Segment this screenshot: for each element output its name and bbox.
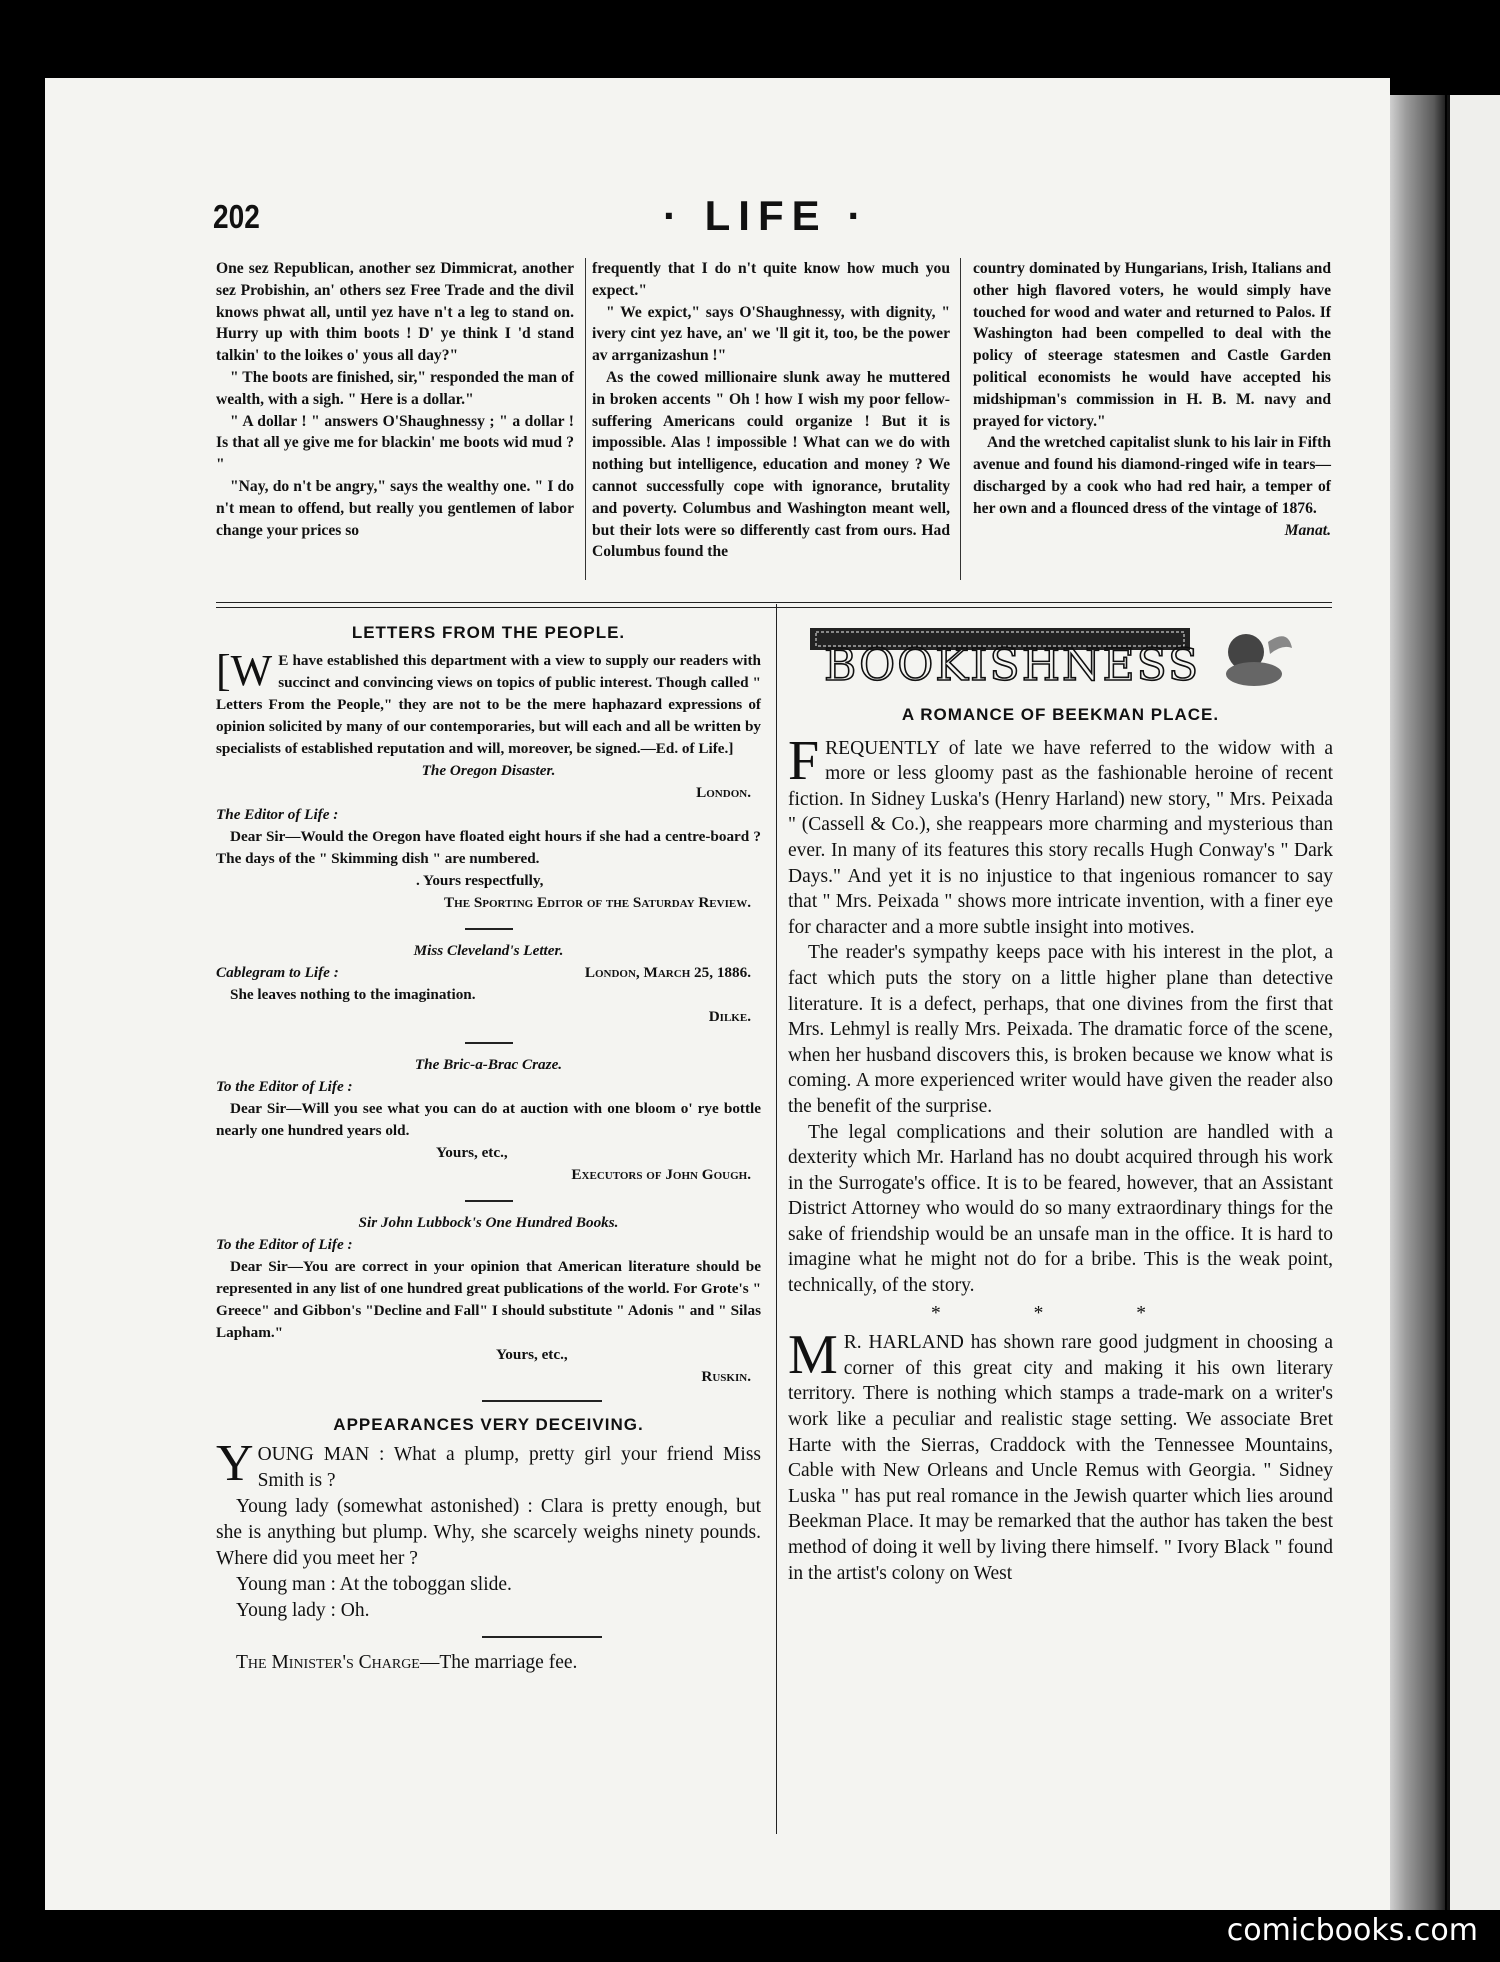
letter-header-line xyxy=(216,962,761,984)
dialogue-line: Young man : At the toboggan slide. xyxy=(236,1574,512,1595)
top-column-3 xyxy=(973,258,1331,541)
letter-signature: Ruskin. xyxy=(701,1368,751,1385)
column-rule xyxy=(776,604,777,1834)
review-text: REQUENTLY of late we have referred to the widow with a more or less gloomy past as the fashionable heroine of recent fiction. In Sidney Luska's (Henry Harland) new story, " Mrs. Peixada " (Cassell & Co.), she reappears more charming and mysterious than ever. In many of its features this story recalls Hugh Conway's " Dark Days." And yet it is no injustice to that ingenious romancer to say that " Mrs. Peixada " shows more intricate invention, with a finer eye for character and a more subtle insight into motives. xyxy=(788,737,1333,938)
paragraph: " A dollar ! " answers O'Shaughnessy ; " a dollar ! Is that all ye give me for blackin' me boots wid mud ? " xyxy=(216,412,574,474)
charge-label: The Minister's Charge xyxy=(236,1652,420,1673)
letter-title: The Bric-a-Brac Craze. xyxy=(414,1056,563,1073)
binding-shadow xyxy=(1390,95,1445,1910)
drop-cap: Y xyxy=(216,1435,254,1492)
dialogue-line: Young lady : Oh. xyxy=(236,1600,370,1621)
letter-body: She leaves nothing to the imagination. xyxy=(230,986,476,1003)
divider xyxy=(482,1400,602,1402)
letter-body: Dear Sir—Would the Oregon have floated eight hours if she had a centre-board ? The days of the " Skimming dish " are numbered. xyxy=(216,828,761,867)
section-rule xyxy=(216,602,1332,608)
letter-salutation: To the Editor of Life : xyxy=(216,1236,353,1253)
intro-text: E have established this department with a view to supply our readers with succinct and convincing views on topics of public interest. Though called " Letters From the People," they are not to be the mere haphazard expressions of opinion solicited by many of our contemporaries, but will each and all be written by specialists of established reputation and will, moreover, be signed.—Ed. of Life.] xyxy=(216,652,761,757)
letter-body: Dear Sir—Will you see what you can do at auction with one bloom o' rye bottle nearly one hundred years old. xyxy=(216,1100,761,1139)
paragraph: " The boots are finished, sir," responded the man of wealth, with a sigh. " Here is a dollar." xyxy=(216,368,574,408)
review-text: R. HARLAND has shown rare good judgment in choosing a corner of this great city and making it his own literary territory. There is nothing which stamps a trade-mark on a writer's work like a peculiar and realistic stage setting. We associate Bret Harte with the Sierras, Craddock with the Tennessee Mountains, Cable with New Orleans and Uncle Remus with Georgia. " Sidney Luska " has put real romance in the Jewish quarter which lies around Beekman Place. It may be remarked that the author has taken the best method of doing it well by living there himself. " Ivory Black " found in the artist's colony on West xyxy=(788,1332,1333,1584)
review-paragraph xyxy=(788,1324,1333,1586)
dialogue-text: OUNG MAN : What a plump, pretty girl your friend Miss Smith is ? xyxy=(257,1444,761,1491)
divider xyxy=(465,1042,513,1044)
letter-closing: . Yours respectfully, xyxy=(416,872,544,889)
letter-salutation: To the Editor of Life : xyxy=(216,1078,353,1095)
paragraph: country dominated by Hungarians, Irish, Italians and other high flavored voters, he would simply have touched for wood and water and returned to Palos. If Washington had been compelled to deal with the policy of steerage statesmen and Castle Garden political economists he would have accepted his midshipman's commission in H. B. M. navy and prayed for victory." xyxy=(973,260,1331,430)
dialogue-line xyxy=(216,1435,761,1494)
page-number: 202 xyxy=(213,198,260,235)
divider xyxy=(482,1636,602,1638)
bookishness-column xyxy=(788,622,1333,1586)
bookishness-banner xyxy=(806,622,1296,694)
review-paragraph xyxy=(788,729,1333,941)
letter-salutation: The Editor of Life : xyxy=(216,806,339,823)
page-header xyxy=(168,188,1328,238)
next-page-edge xyxy=(1447,95,1500,1910)
paragraph: "Nay, do n't be angry," says the wealthy one. " I do n't mean to offend, but really you gentlemen of labor change your prices so xyxy=(216,477,574,539)
review-paragraph: The legal complications and their solution are handled with a dexterity which Mr. Harland has no doubt acquired through his work in the Surrogate's office. It is to be feared, however, that an Assistant District Attorney who would do so many extraordinary things for the sake of friendship would be an unsafe man in the office. It is hard to imagine what he might not do for a bribe. This is the weak point, technically, of the story. xyxy=(788,1121,1333,1297)
charge-text: —The marriage fee. xyxy=(419,1652,578,1673)
divider xyxy=(465,1200,513,1202)
banner-title: BOOKISHNESS xyxy=(824,640,1201,691)
paragraph: As the cowed millionaire slunk away he muttered in broken accents " Oh ! how I wish my poor fellow-suffering Americans could organize ! But it is impossible. Alas ! impossible ! What can we do with nothing but intelligence, education and money ? We cannot successfully cope with ignorance, brutality and poverty. Columbus and Washington meant well, but their lots were so differently cast from ours. Had Columbus found the xyxy=(592,368,950,561)
drop-cap: M xyxy=(788,1324,838,1387)
appearances-article xyxy=(216,1435,761,1624)
page-divider xyxy=(1447,95,1450,1910)
banner-ornament xyxy=(806,622,1296,694)
letter-title: Sir John Lubbock's One Hundred Books. xyxy=(358,1214,619,1231)
section-stars: * * * xyxy=(931,1302,1190,1324)
minister-charge xyxy=(216,1650,761,1676)
review-heading: A ROMANCE OF BEEKMAN PLACE. xyxy=(901,705,1220,724)
column-rule xyxy=(585,258,586,580)
paragraph: " We expict," says O'Shaughnessy, with dignity, " ivery cint yez have, an' we 'll git it, too, be the power av arrganizashun !" xyxy=(592,303,950,365)
letters-intro xyxy=(216,646,761,760)
letter-signature: The Sporting Editor of the Saturday Review. xyxy=(444,894,751,911)
letter-title: Miss Cleveland's Letter. xyxy=(413,942,564,959)
paragraph: One sez Republican, another sez Dimmicrat, another sez Probishin, an' others sez Free Trade and the divil knows phwat all, until yez have n't a leg to stand on. Hurry up with thim boots ! D' ye think I 'd stand talkin' to the loikes o' yous all day?" xyxy=(216,260,574,365)
letter-salutation: Cablegram to Life : xyxy=(216,964,339,981)
review-paragraph: The reader's sympathy keeps pace with his interest in the plot, a fact which puts the story on a little higher plane than detective literature. It is a defect, perhaps, that one divines from the first that Mrs. Lehmyl is really Mrs. Peixada. The dramatic force of the scene, when her husband discovers this, is broken because we know what is coming. A more experienced writer would have given the reader also the benefit of the surprise. xyxy=(788,942,1333,1117)
letter-place: London. xyxy=(696,784,751,801)
dialogue-line: Young lady (somewhat astonished) : Clara is pretty enough, but she is anything but plump. Why, she scarcely weighs ninety pounds. Where did you meet her ? xyxy=(216,1496,761,1569)
drop-cap: [W xyxy=(216,646,273,695)
top-column-1 xyxy=(216,258,574,541)
letter-signature: Executors of John Gough. xyxy=(571,1166,751,1183)
letters-heading: LETTERS FROM THE PEOPLE. xyxy=(351,623,626,642)
letter-signature: Dilke. xyxy=(708,1008,751,1025)
site-watermark: comicbooks.com xyxy=(1226,1913,1478,1948)
letter-closing: Yours, etc., xyxy=(436,1144,508,1161)
author-signature: Manat. xyxy=(1284,521,1331,539)
column-rule xyxy=(960,258,961,580)
letter-date: London, March 25, 1886. xyxy=(584,964,751,981)
paragraph: frequently that I do n't quite know how much you expect." xyxy=(592,260,950,299)
divider xyxy=(465,928,513,930)
masthead-title: · LIFE · xyxy=(663,192,870,239)
drop-cap: F xyxy=(788,729,820,792)
letter-closing: Yours, etc., xyxy=(496,1346,568,1363)
appearances-heading: APPEARANCES VERY DECEIVING. xyxy=(333,1415,644,1434)
letter-title: The Oregon Disaster. xyxy=(421,762,556,779)
letter-body: Dear Sir—You are correct in your opinion that American literature should be represented in any list of one hundred great publications of the world. For Grote's " Greece" and Gibbon's "Decline and Fall" I should substitute " Adonis " and " Silas Lapham." xyxy=(216,1258,761,1341)
letters-column xyxy=(216,618,761,1676)
top-column-2 xyxy=(592,258,950,563)
paragraph: And the wretched capitalist slunk to his lair in Fifth avenue and found his diamond-ringed wife in tears—discharged by a cook who had red hair, a temper of her own and a flounced dress of the vintage of 1876. xyxy=(973,434,1331,517)
